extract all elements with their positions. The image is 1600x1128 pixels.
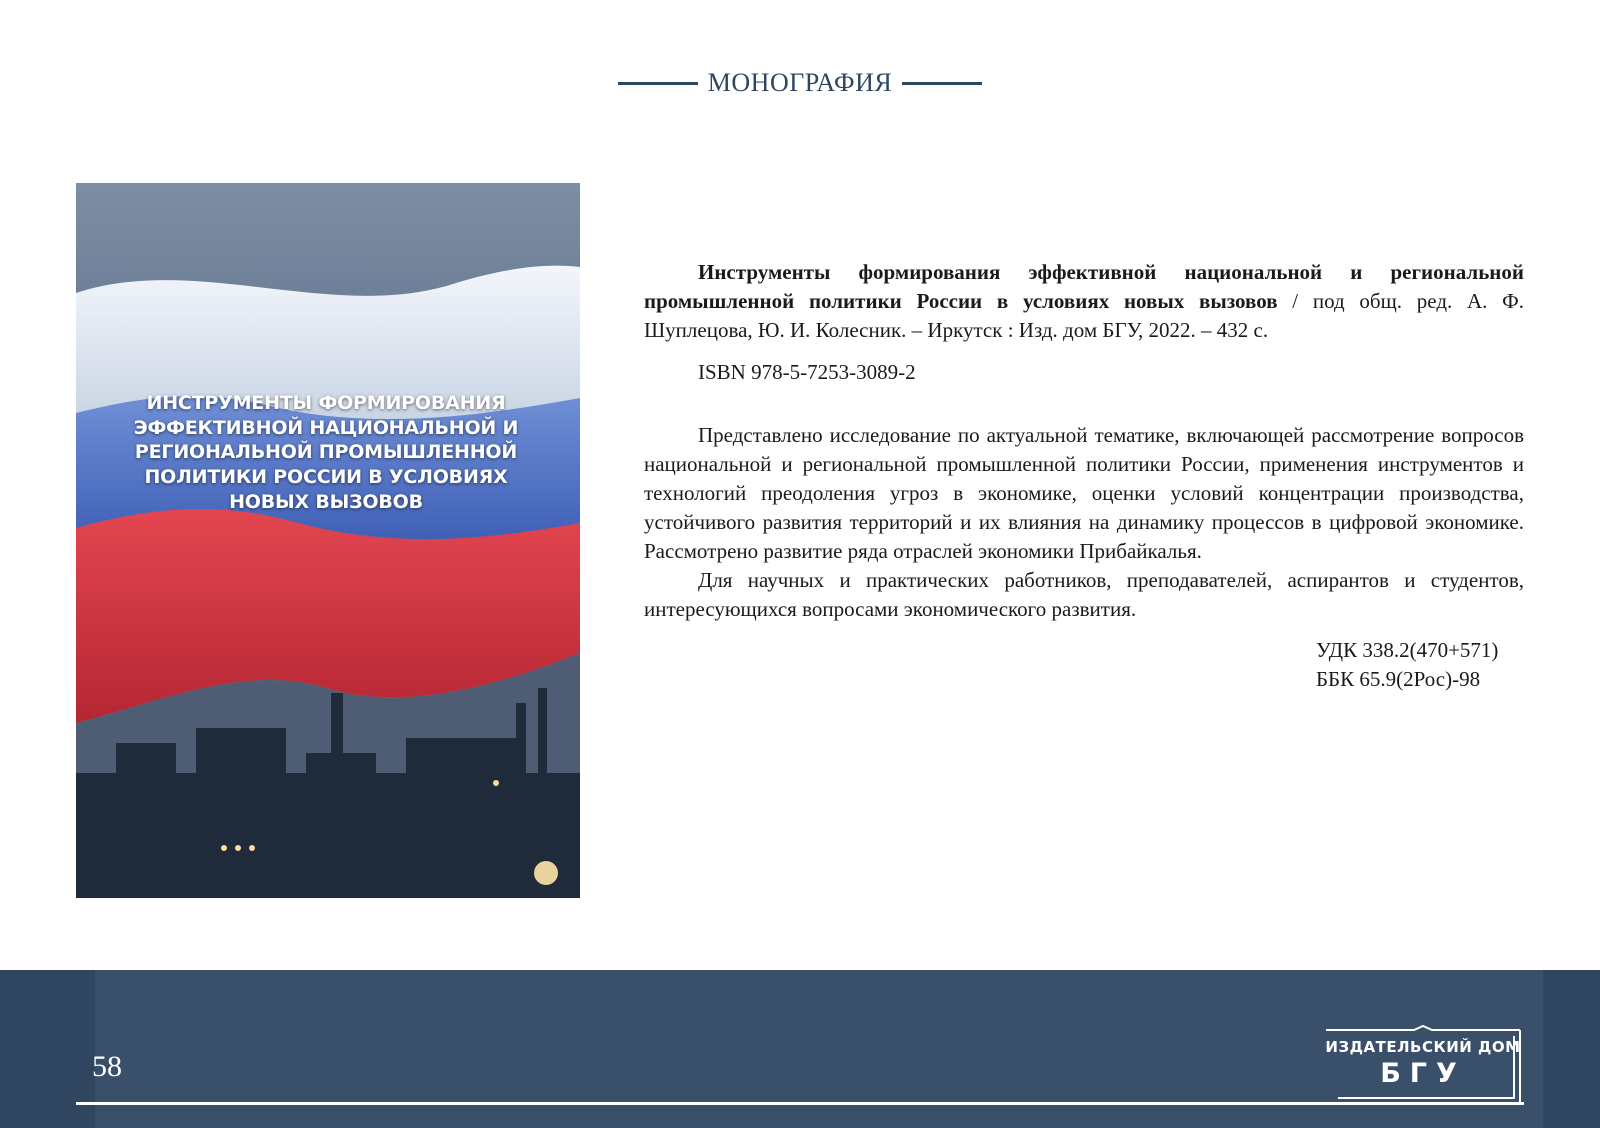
abstract-paragraph-1: Представлено исследование по актуальной тематике, включающей рассмотрение вопросов национальной и региональной промышленной политики России, применения инструментов и технологий преодоления угроз в экономике, оценки условий концентрации производства, устойчивого развития территорий и их влияния на динамику процессов в цифровой экономике. Рассмотрено развитие ряда отраслей экономики Прибайкалья.	[644, 423, 1524, 563]
header-rule-right	[902, 82, 982, 85]
bbk-code: ББК 65.9(2Рос)-98	[1316, 667, 1481, 691]
abstract-paragraph-2: Для научных и практических работников, преподавателей, аспирантов и студентов, интересующихся вопросами экономического развития.	[644, 568, 1524, 621]
classification-codes	[644, 636, 1524, 694]
section-title: МОНОГРАФИЯ	[707, 68, 893, 97]
description-block	[644, 258, 1524, 694]
section-header	[0, 68, 1600, 98]
book-title: Инструменты формирования эффективной национальной и региональной промышленной политики России в условиях новых вызовов	[644, 260, 1524, 313]
reference-details: / под общ. ред. А. Ф. Шуплецова, Ю. И. Колесник. – Иркутск : Изд. дом БГУ, 2022. – 432 с.	[644, 289, 1525, 342]
udk-code: УДК 338.2(470+571)	[1316, 638, 1499, 662]
header-rule-left	[618, 82, 698, 85]
book-cover	[76, 183, 580, 898]
footer-rule	[76, 1102, 1524, 1105]
isbn: ISBN 978-5-7253-3089-2	[698, 360, 916, 384]
logo-university-text: БГУ	[1380, 1058, 1466, 1089]
page-number: 58	[92, 1050, 122, 1083]
logo-publisher-text: ИЗДАТЕЛЬСКИЙ ДОМ	[1325, 1038, 1521, 1056]
cover-flag-illustration	[76, 183, 580, 898]
bibliographic-reference	[644, 258, 1524, 345]
publisher-logo	[1324, 1024, 1522, 1106]
cover-title: ИНСТРУМЕНТЫ ФОРМИРОВАНИЯ ЭФФЕКТИВНОЙ НАЦИОНАЛЬНОЙ И РЕГИОНАЛЬНОЙ ПРОМЫШЛЕННОЙ ПОЛИТИКИ РОССИИ В УСЛОВИЯХ НОВЫХ ВЫЗОВОВ	[133, 392, 519, 513]
